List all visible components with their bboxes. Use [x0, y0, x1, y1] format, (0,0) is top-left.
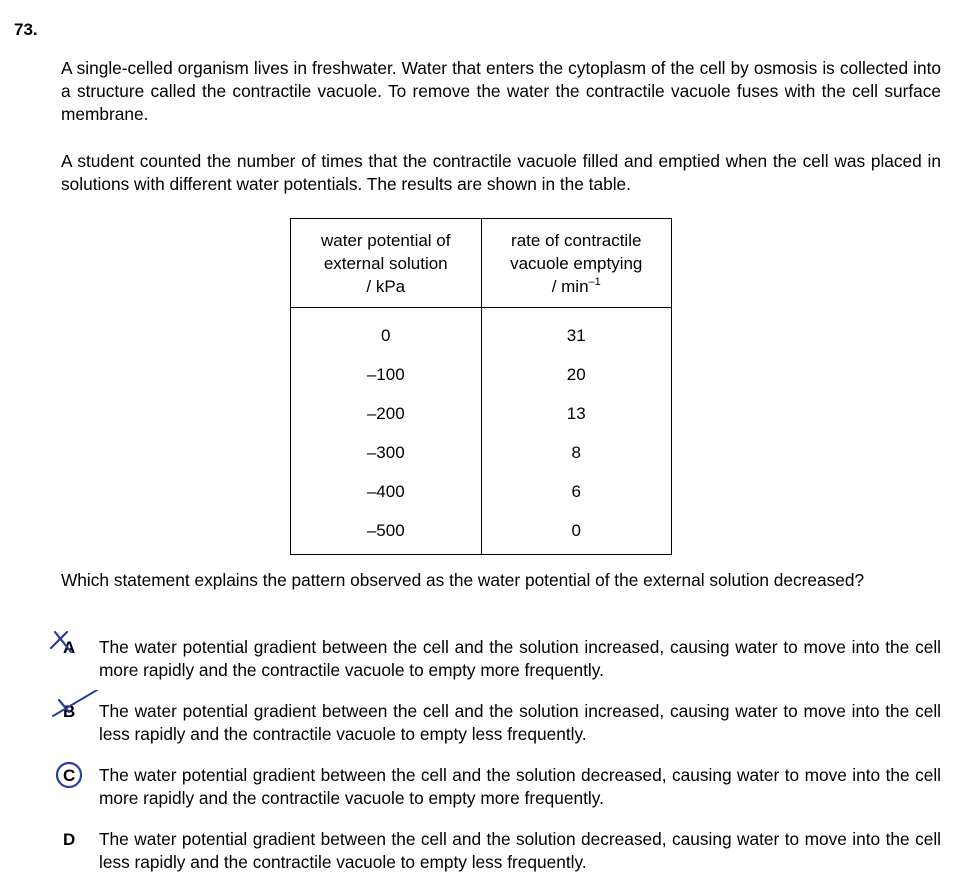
option-text: The water potential gradient between the cell and the solution decreased, causing water to move into the cell less rapidly and the contractile vacuole to empty less frequently. — [99, 829, 941, 872]
method-paragraph: A student counted the number of times that the contractile vacuole filled and emptied when the cell was placed in solutions with different water potentials. The results are shown in the table. — [61, 151, 941, 194]
table-row — [291, 308, 672, 356]
water-potential-cell: –100 — [291, 355, 482, 394]
table-row — [291, 355, 672, 394]
water-potential-cell: –500 — [291, 511, 482, 555]
circle-mark-icon — [41, 754, 101, 798]
header-line: external solution — [323, 253, 448, 273]
rate-cell: 6 — [481, 472, 672, 511]
rate-cell: 20 — [481, 355, 672, 394]
table-row — [291, 511, 672, 555]
question-number: 73. — [14, 20, 38, 39]
table-row — [291, 472, 672, 511]
cross-out-mark-icon — [41, 626, 101, 670]
option-text: The water potential gradient between the cell and the solution increased, causing water to move into the cell less rapidly and the contractile vacuole to empty less frequently. — [99, 701, 941, 744]
cross-out-mark-icon — [41, 690, 101, 734]
water-potential-cell: –400 — [291, 472, 482, 511]
water-potential-header — [291, 219, 482, 308]
option-text: The water potential gradient between the cell and the solution increased, causing water to move into the cell more rapidly and the contractile vacuole to empty more frequently. — [99, 637, 941, 680]
rate-cell: 8 — [481, 433, 672, 472]
table-row — [291, 433, 672, 472]
header-line: vacuole emptying — [510, 253, 643, 273]
header-line: rate of contractile — [511, 230, 642, 250]
rate-cell: 31 — [481, 308, 672, 356]
option-letter: A — [63, 638, 76, 657]
option-c[interactable] — [55, 764, 945, 814]
results-table — [290, 218, 672, 555]
option-text: The water potential gradient between the cell and the solution decreased, causing water to move into the cell more rapidly and the contractile vacuole to empty more frequently. — [99, 765, 941, 808]
rate-header — [481, 219, 672, 308]
header-line: water potential of — [321, 230, 451, 250]
option-letter: C — [63, 766, 76, 785]
unit-superscript: –1 — [588, 275, 601, 288]
water-potential-cell: –300 — [291, 433, 482, 472]
water-potential-cell: 0 — [291, 308, 482, 356]
table-row — [291, 394, 672, 433]
intro-paragraph: A single-celled organism lives in freshwater. Water that enters the cytoplasm of the cell by osmosis is collected into a structure called the contractile vacuole. To remove the water the contractile vacuole fuses with the cell surface membrane. — [61, 58, 941, 124]
rate-cell: 13 — [481, 394, 672, 433]
table-header-row — [291, 219, 672, 308]
option-d[interactable] — [55, 828, 945, 878]
question-prompt: Which statement explains the pattern observed as the water potential of the external solution decreased? — [61, 570, 865, 590]
option-letter: D — [63, 830, 76, 849]
rate-cell: 0 — [481, 511, 672, 555]
header-line: / kPa — [366, 276, 406, 296]
option-a[interactable] — [55, 636, 945, 686]
header-unit-line — [482, 275, 672, 298]
header-unit: / min — [551, 276, 589, 296]
water-potential-cell: –200 — [291, 394, 482, 433]
option-b[interactable] — [55, 700, 945, 750]
option-letter: B — [63, 702, 76, 721]
